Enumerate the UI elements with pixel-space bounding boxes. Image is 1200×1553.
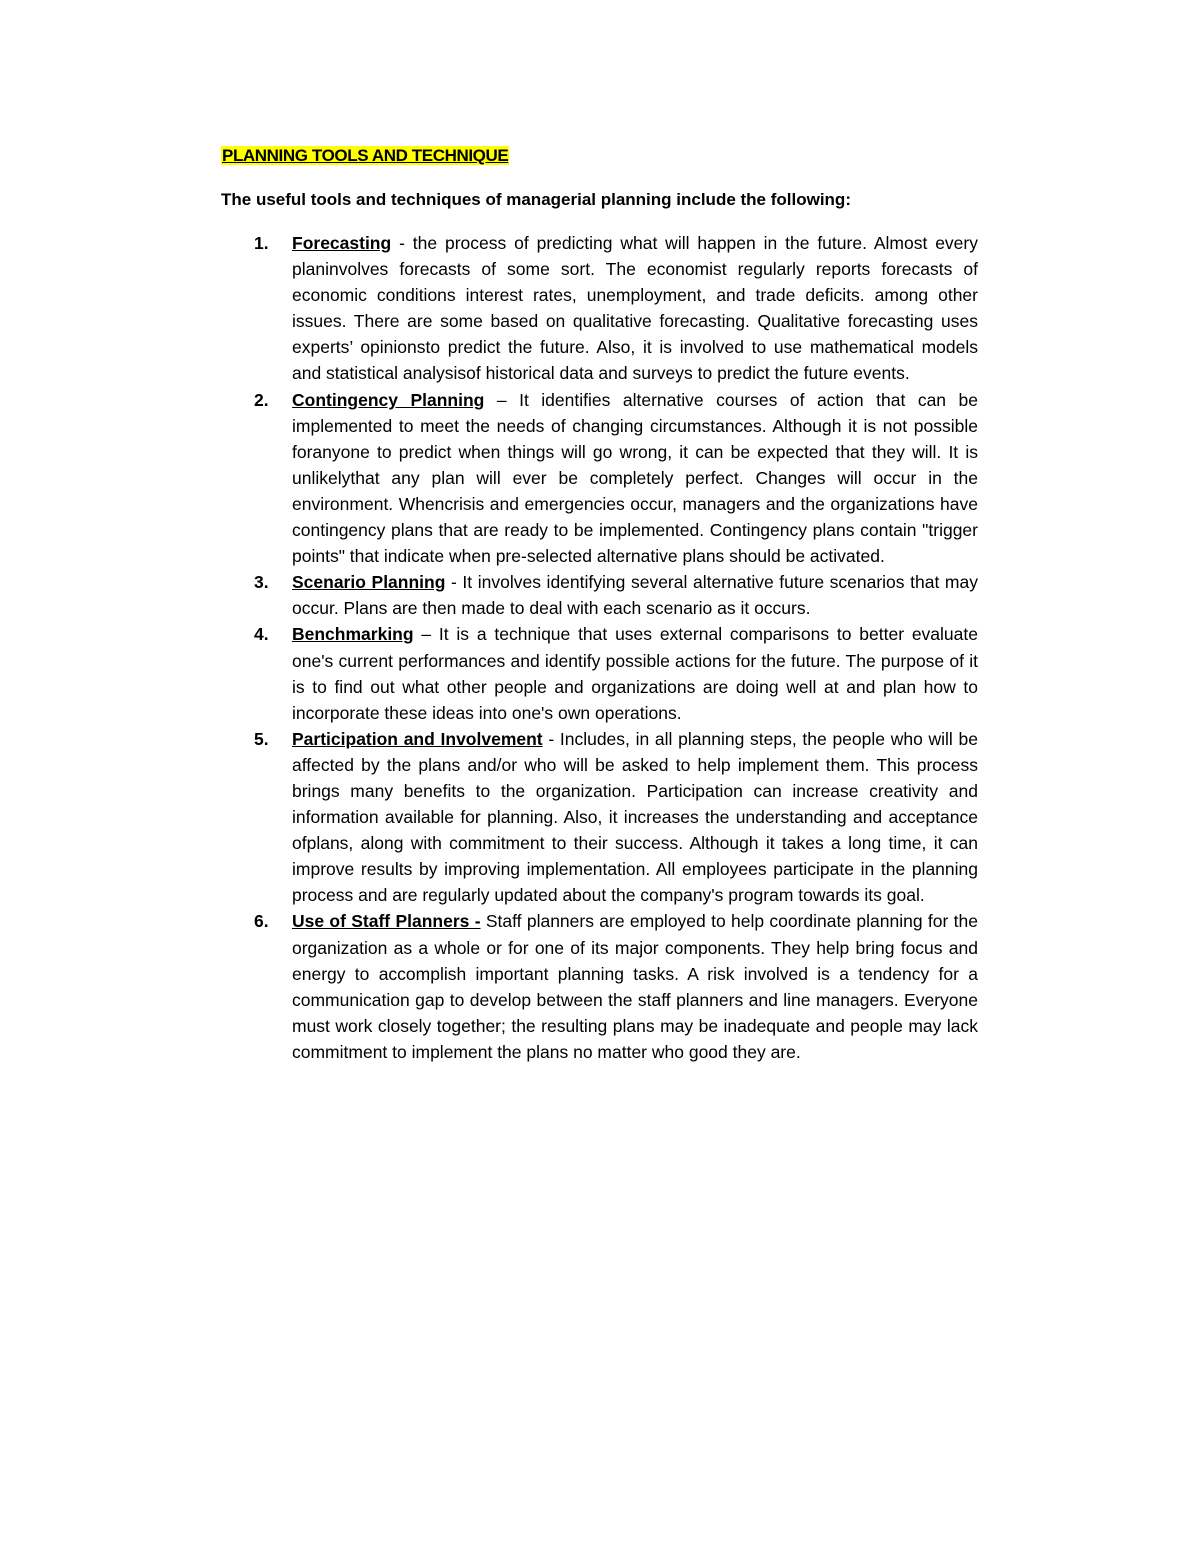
term-use-of-staff-planners: Use of Staff Planners - [292, 911, 481, 932]
techniques-list [221, 230, 978, 1065]
item-description: – It identifies alternative courses of action that can be implemented to meet the needs of changing circumstances. Although it is not possible foranyone to predict when things will go wrong, it can be expected that they will. It is unlikelythat any plan will ever be completely perfect. Changes will occur in the environment. Whencrisis and emergencies occur, managers and the organizations have contingency plans that are ready to be implemented. Contingency plans contain "trigger points" that indicate when pre-selected alternative plans should be activated. [292, 389, 978, 567]
term-scenario-planning: Scenario Planning [292, 572, 446, 593]
term-contingency-planning: Contingency Planning [292, 389, 485, 410]
item-description: - Includes, in all planning steps, the people who will be affected by the plans and/or who will be asked to help implement them. This process brings many benefits to the organization. Participation can increase creativity and information available for planning. Also, it increases the understanding and acceptance ofplans, along with commitment to their success. Although it takes a long time, it can improve results by improving implementation. All employees participate in the planning process and are regularly updated about the company's program towards its goal. [292, 728, 978, 906]
term-forecasting: Forecasting [292, 233, 392, 253]
list-number: 5. [254, 728, 269, 749]
item-description: Staff planners are employed to help coordinate planning for the organization as a whole or for one of its major components. They help bring focus and energy to accomplish important planning tasks. A risk involved is a tendency for a communication gap to develop between the staff planners and line managers. Everyone must work closely together; the resulting plans may be inadequate and people may lack commitment to implement the plans no matter who good they are. [292, 911, 978, 1062]
list-item-participation-and-involvement [221, 726, 978, 909]
intro-paragraph: The useful tools and techniques of managerial planning include the following: [221, 190, 851, 209]
list-item-benchmarking [221, 621, 978, 725]
page-title [221, 143, 509, 169]
item-description: – It is a technique that uses external comparisons to better evaluate one's current performances and identify possible actions for the future. The purpose of it is to find out what other people and organizations are doing well at and plan how to incorporate these ideas into one's own operations. [292, 624, 978, 723]
list-item-contingency-planning [221, 387, 978, 570]
item-description: - It involves identifying several alternative future scenarios that may occur. Plans are then made to deal with each scenario as it occurs. [292, 572, 978, 619]
item-description: - the process of predicting what will happen in the future. Almost every planinvolves forecasts of some sort. The economist regularly reports forecasts of economic conditions interest rates, unemployment, and trade deficits. among other issues. There are some based on qualitative forecasting. Qualitative forecasting uses experts’ opinionsto predict the future. Also, it is involved to use mathematical models and statistical analysisof historical data and surveys to predict the future events. [292, 233, 978, 384]
highlighted-heading-text: PLANNING TOOLS AND TECHNIQUE [222, 146, 509, 165]
term-participation-and-involvement: Participation and Involvement [292, 728, 543, 749]
list-number: 4. [254, 624, 269, 645]
list-item-forecasting [221, 230, 978, 387]
list-item-use-of-staff-planners [221, 908, 978, 1065]
list-number: 3. [254, 572, 269, 593]
list-item-scenario-planning [221, 569, 978, 621]
term-benchmarking: Benchmarking [292, 624, 414, 645]
list-number: 1. [254, 233, 269, 253]
list-number: 6. [254, 911, 269, 932]
list-number: 2. [254, 389, 269, 410]
